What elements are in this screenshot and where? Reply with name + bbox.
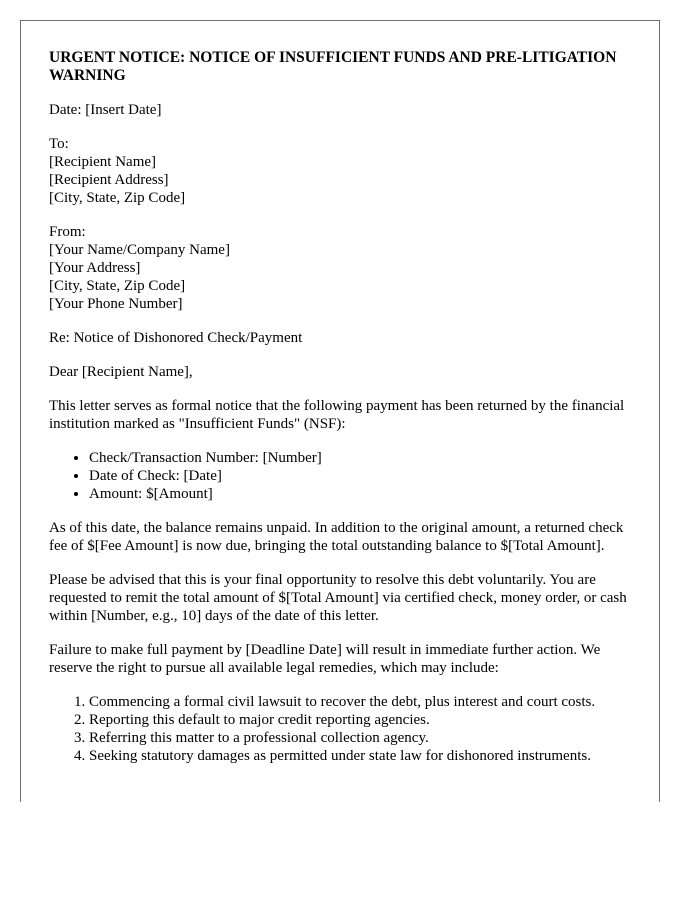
recipient-label: To: xyxy=(49,136,69,152)
list-item: 4. Seeking statutory damages as permitted under state law for dishonored instruments. xyxy=(89,747,631,765)
list-item: • Date of Check: [Date] xyxy=(89,467,631,485)
intro-paragraph: This letter serves as formal notice that the following payment has been returned by the financial institution marked as "Insufficient Funds" (NSF): xyxy=(49,398,625,432)
list-item: 3. Referring this matter to a professional collection agency. xyxy=(89,729,631,747)
payment-details-list xyxy=(49,449,631,503)
sender-block xyxy=(49,223,631,313)
sender-name: [Your Name/Company Name] xyxy=(49,242,230,258)
failure-paragraph: Failure to make full payment by [Deadline Date] will result in immediate further action. We reserve the right to pursue all available legal remedies, which may include: xyxy=(49,642,601,676)
sender-address: [Your Address] xyxy=(49,260,141,276)
final-opportunity-paragraph: Please be advised that this is your final opportunity to resolve this debt voluntarily. You are requested to remit the total amount of $[Total Amount] via certified check, money order, or cash within [Number, e.g., 10] days of the date of this letter. xyxy=(49,572,627,624)
sender-phone: [Your Phone Number] xyxy=(49,296,183,312)
recipient-name: [Recipient Name] xyxy=(49,154,157,170)
balance-paragraph: As of this date, the balance remains unpaid. In addition to the original amount, a returned check fee of $[Fee Amount] is now due, bringing the total outstanding balance to $[Total Amount]. xyxy=(49,520,624,554)
sender-label: From: xyxy=(49,224,86,240)
list-item: 2. Reporting this default to major credit reporting agencies. xyxy=(89,711,631,729)
date-line: Date: [Insert Date] xyxy=(49,102,162,118)
list-item: • Check/Transaction Number: [Number] xyxy=(89,449,631,467)
list-item: • Amount: $[Amount] xyxy=(89,485,631,503)
letter-title: URGENT NOTICE: NOTICE OF INSUFFICIENT FUNDS AND PRE-LITIGATION WARNING xyxy=(49,49,617,84)
recipient-block xyxy=(49,135,631,207)
letter-page xyxy=(20,20,660,802)
recipient-address: [Recipient Address] xyxy=(49,172,169,188)
remedies-list xyxy=(49,693,631,765)
re-line: Re: Notice of Dishonored Check/Payment xyxy=(49,330,303,346)
list-item: 1. Commencing a formal civil lawsuit to recover the debt, plus interest and court costs. xyxy=(89,693,631,711)
sender-city-state-zip: [City, State, Zip Code] xyxy=(49,278,186,294)
salutation: Dear [Recipient Name], xyxy=(49,364,193,380)
recipient-city-state-zip: [City, State, Zip Code] xyxy=(49,190,186,206)
